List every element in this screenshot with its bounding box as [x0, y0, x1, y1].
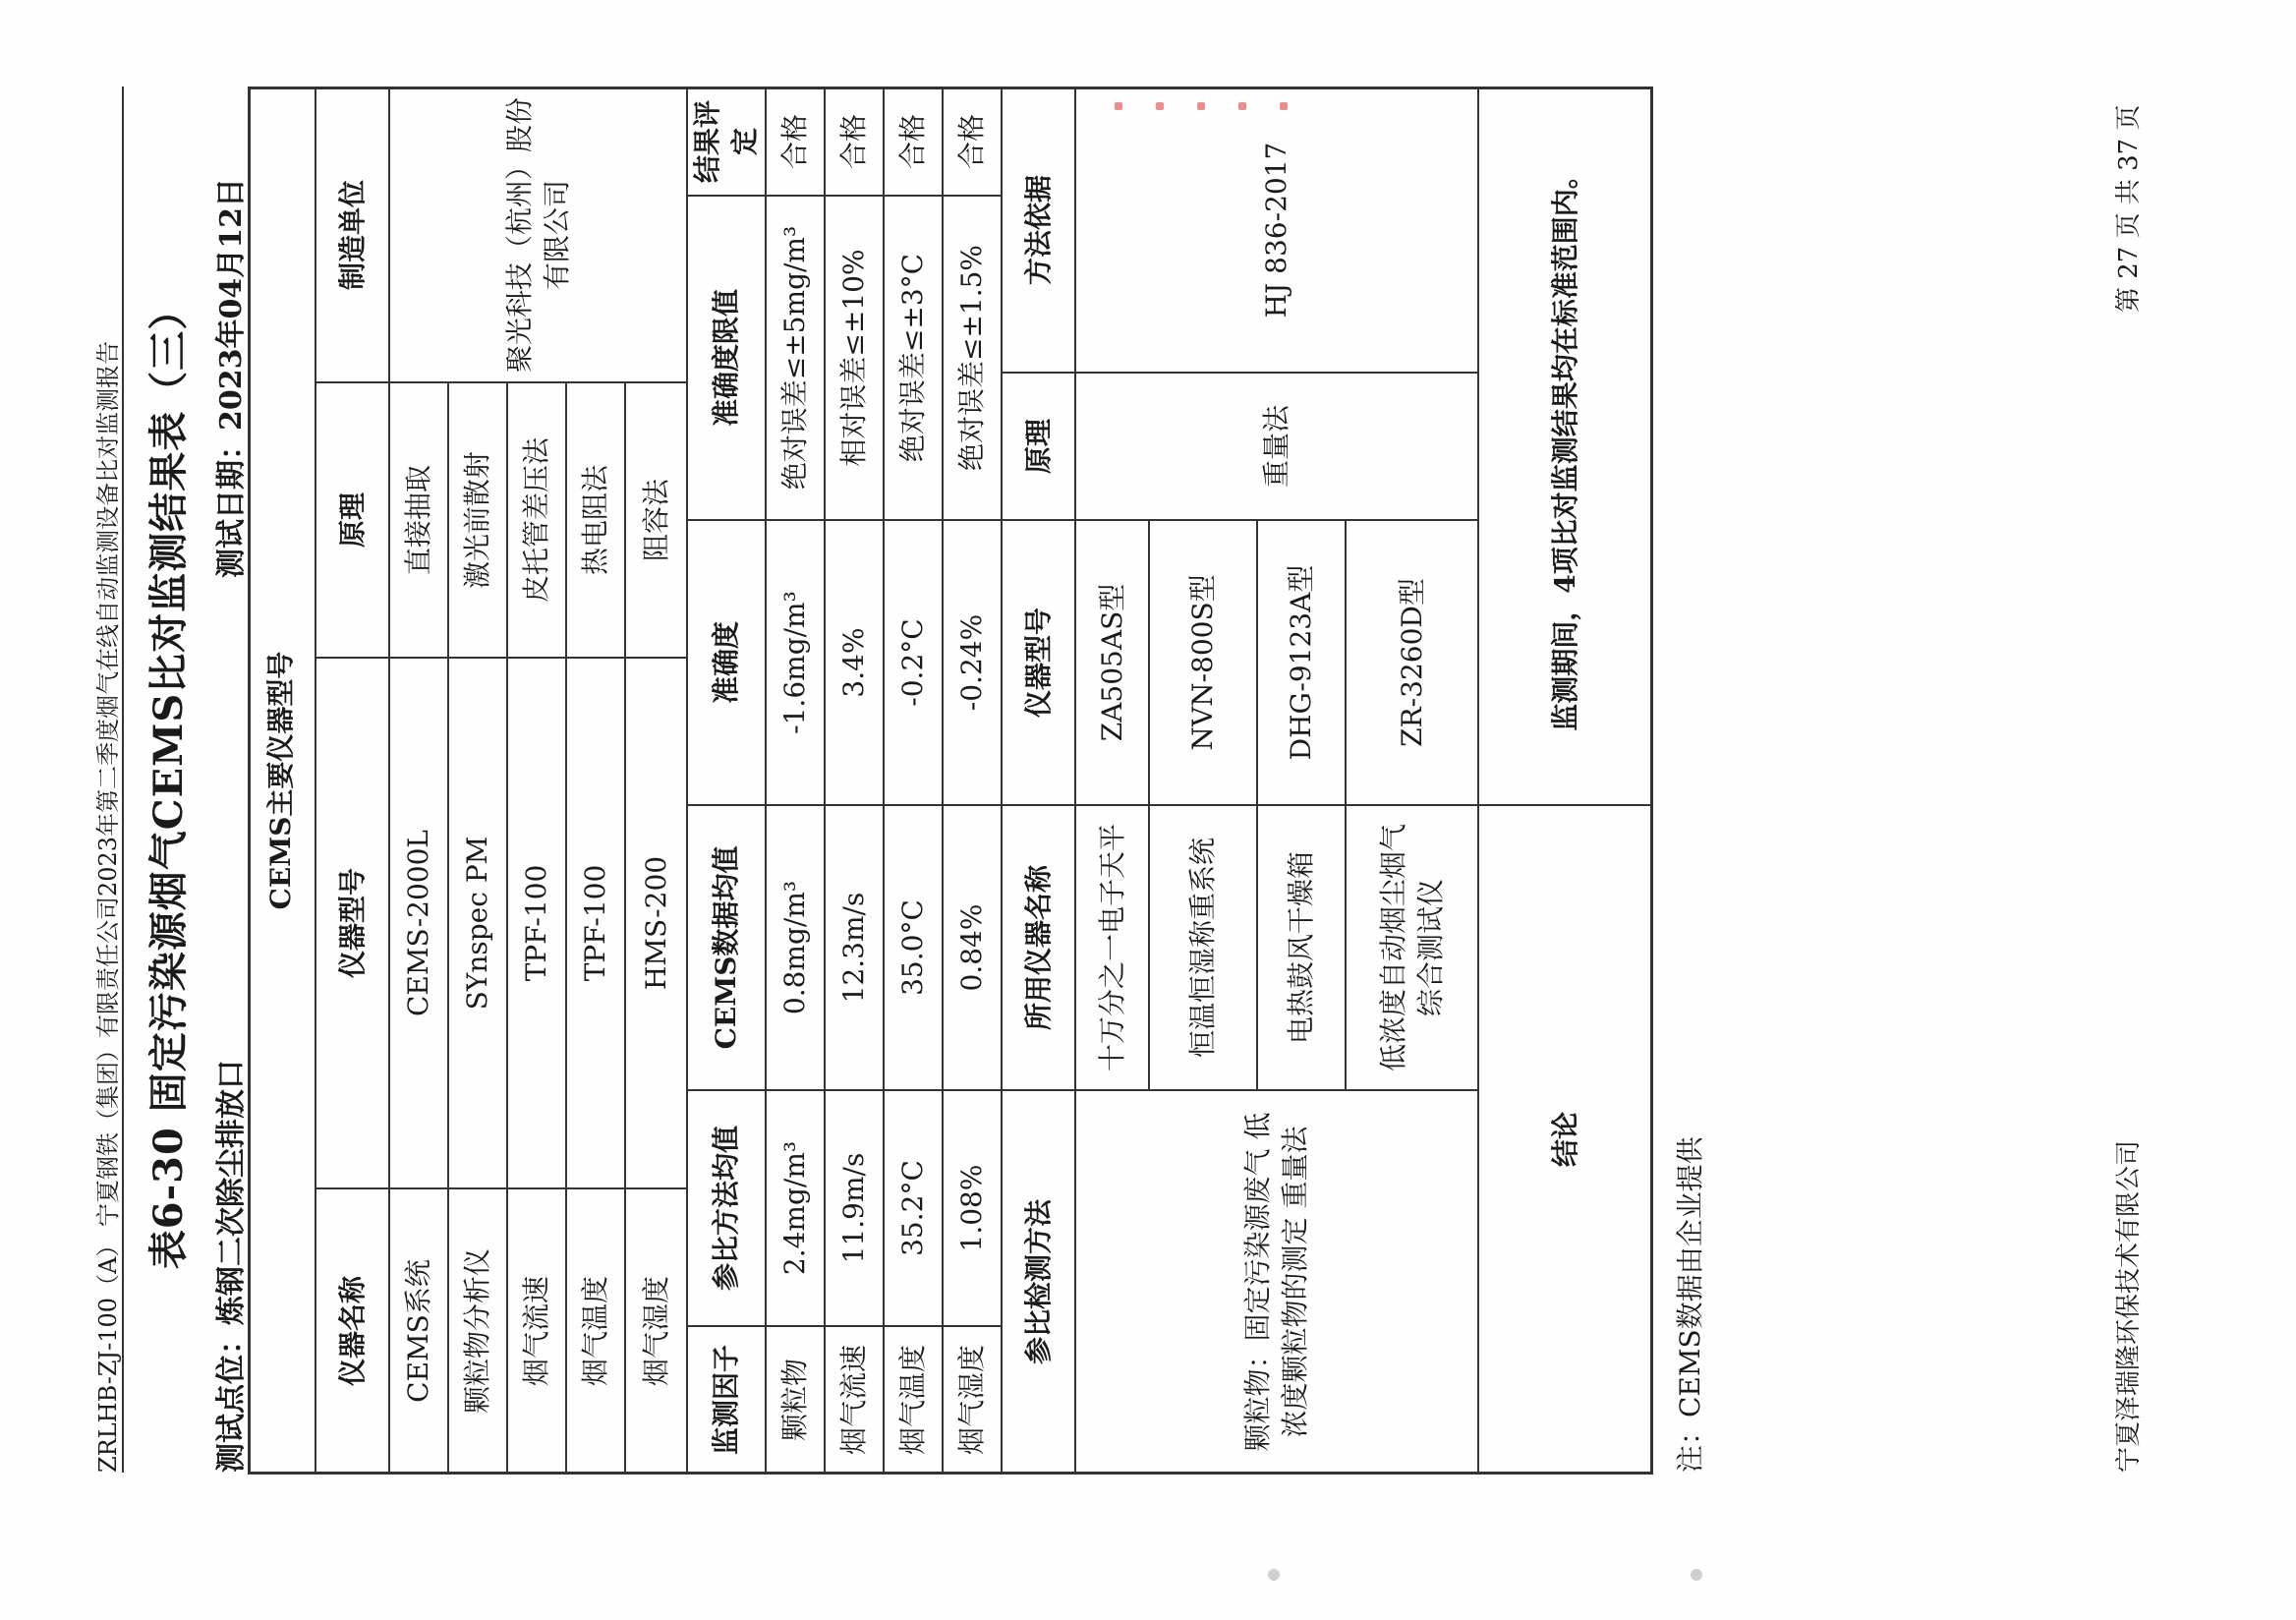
document-code: ZRLHB-ZJ-100（A） — [94, 1233, 122, 1473]
header-factor: 监测因子 — [688, 1325, 767, 1473]
conclusion-label: 结论 — [1479, 804, 1653, 1473]
table-cell: 十万分之一电子天平 — [1076, 804, 1150, 1089]
table-cell: 电热鼓风干燥箱 — [1258, 804, 1347, 1089]
table-cell: 合格 — [826, 87, 885, 195]
header-accuracy: 准确度 — [688, 519, 767, 804]
table-cell: 烟气温度 — [567, 1187, 626, 1473]
table-cell: ZA505AS型 — [1076, 519, 1150, 804]
basis-cell: HJ 836-2017 — [1076, 87, 1479, 372]
footnote: 注：CEMS数据由企业提供 — [1674, 1136, 1706, 1473]
table-cell: 烟气湿度 — [944, 1325, 1003, 1473]
table-cell: 皮托管差压法 — [508, 381, 567, 657]
table-cell: 阻容法 — [626, 381, 688, 657]
table-cell: 11.9m/s — [826, 1089, 885, 1325]
header-manufacturer: 制造单位 — [316, 87, 390, 381]
section-title: CEMS主要仪器型号 — [248, 87, 316, 1473]
table-cell: ZR-3260D型 — [1347, 519, 1479, 804]
table-cell: CEMS-2000L — [390, 657, 449, 1187]
table-cell: 0.84% — [944, 804, 1003, 1089]
table-cell: 绝对误差≤±1.5% — [944, 195, 1003, 519]
test-point: 测试点位：炼钢二次除尘排放口 — [214, 1060, 249, 1473]
table-cell: 绝对误差≤±3°C — [885, 195, 944, 519]
table-cell: HMS-200 — [626, 657, 688, 1187]
punch-hole — [1691, 1569, 1702, 1581]
table-cell: NVN-800S型 — [1150, 519, 1258, 804]
table-cell: SYnspec PM — [449, 657, 508, 1187]
table-cell: 合格 — [944, 87, 1003, 195]
table-cell: 2.4mg/m³ — [767, 1089, 826, 1325]
punch-hole — [1268, 1569, 1280, 1581]
seal-mark — [1081, 87, 1376, 126]
table-cell: 相对误差≤±10% — [826, 195, 885, 519]
page-number: 第 27 页 共 37 页 — [2114, 104, 2144, 313]
table-cell: 绝对误差≤±5mg/m³ — [767, 195, 826, 519]
method-cell: 颗粒物：固定污染源废气 低浓度颗粒物的测定 重量法 — [1076, 1089, 1479, 1473]
report-title: 宁夏钢铁（集团）有限责任公司2023年第二季度烟气在线自动监测设备比对监测报告 — [94, 340, 122, 1227]
table-cell: 1.08% — [944, 1089, 1003, 1325]
header-basis: 方法依据 — [1003, 87, 1076, 372]
table-cell: TPF-100 — [508, 657, 567, 1187]
table-cell: 烟气流速 — [826, 1325, 885, 1473]
table-cell: DHG-9123A型 — [1258, 519, 1347, 804]
manufacturer-cell: 聚光科技（杭州）股份有限公司 — [390, 87, 688, 381]
table-cell: 直接抽取 — [390, 381, 449, 657]
table-cell: 合格 — [767, 87, 826, 195]
table-cell: 0.8mg/m³ — [767, 804, 826, 1089]
table-cell: 恒温恒湿称重系统 — [1150, 804, 1258, 1089]
table-cell: 35.0°C — [885, 804, 944, 1089]
table-cell: 合格 — [885, 87, 944, 195]
header-cems-mean: CEMS数据均值 — [688, 804, 767, 1089]
table-cell: 颗粒物分析仪 — [449, 1187, 508, 1473]
table-cell: 颗粒物 — [767, 1325, 826, 1473]
conclusion-text: 监测期间，4项比对监测结果均在标准范围内。 — [1479, 87, 1653, 804]
table-cell: 3.4% — [826, 519, 885, 804]
footer-company: 宁夏泽瑞隆环保技术有限公司 — [2114, 1139, 2144, 1473]
table-cell: 烟气温度 — [885, 1325, 944, 1473]
header-ref-method: 参比检测方法 — [1003, 1089, 1076, 1473]
header-instrument-model: 仪器型号 — [316, 657, 390, 1187]
table-title: 表6-30 固定污染源烟气CEMS比对监测结果表（三） — [145, 289, 192, 1270]
table-cell: 低浓度自动烟尘烟气综合测试仪 — [1347, 804, 1479, 1089]
table-cell: -0.24% — [944, 519, 1003, 804]
header-result: 结果评定 — [688, 87, 767, 195]
header-instrument-used: 所用仪器名称 — [1003, 804, 1076, 1089]
header-instrument-name: 仪器名称 — [316, 1187, 390, 1473]
table-cell: 烟气流速 — [508, 1187, 567, 1473]
header-accuracy-limit: 准确度限值 — [688, 195, 767, 519]
header-model: 仪器型号 — [1003, 519, 1076, 804]
header-principle: 原理 — [1003, 372, 1076, 519]
table-cell: CEMS系统 — [390, 1187, 449, 1473]
header-principle: 原理 — [316, 381, 390, 657]
test-date: 测试日期：2023年04月12日 — [214, 178, 249, 578]
table-cell: 12.3m/s — [826, 804, 885, 1089]
report-header — [86, 87, 124, 1473]
table-cell: 35.2°C — [885, 1089, 944, 1325]
table-cell: 烟气湿度 — [626, 1187, 688, 1473]
table-cell: 激光前散射 — [449, 381, 508, 657]
table-cell: -0.2°C — [885, 519, 944, 804]
table-cell: -1.6mg/m³ — [767, 519, 826, 804]
table-cell: 热电阻法 — [567, 381, 626, 657]
header-ref-mean: 参比方法均值 — [688, 1089, 767, 1325]
table-cell: TPF-100 — [567, 657, 626, 1187]
principle-cell: 重量法 — [1076, 372, 1479, 519]
